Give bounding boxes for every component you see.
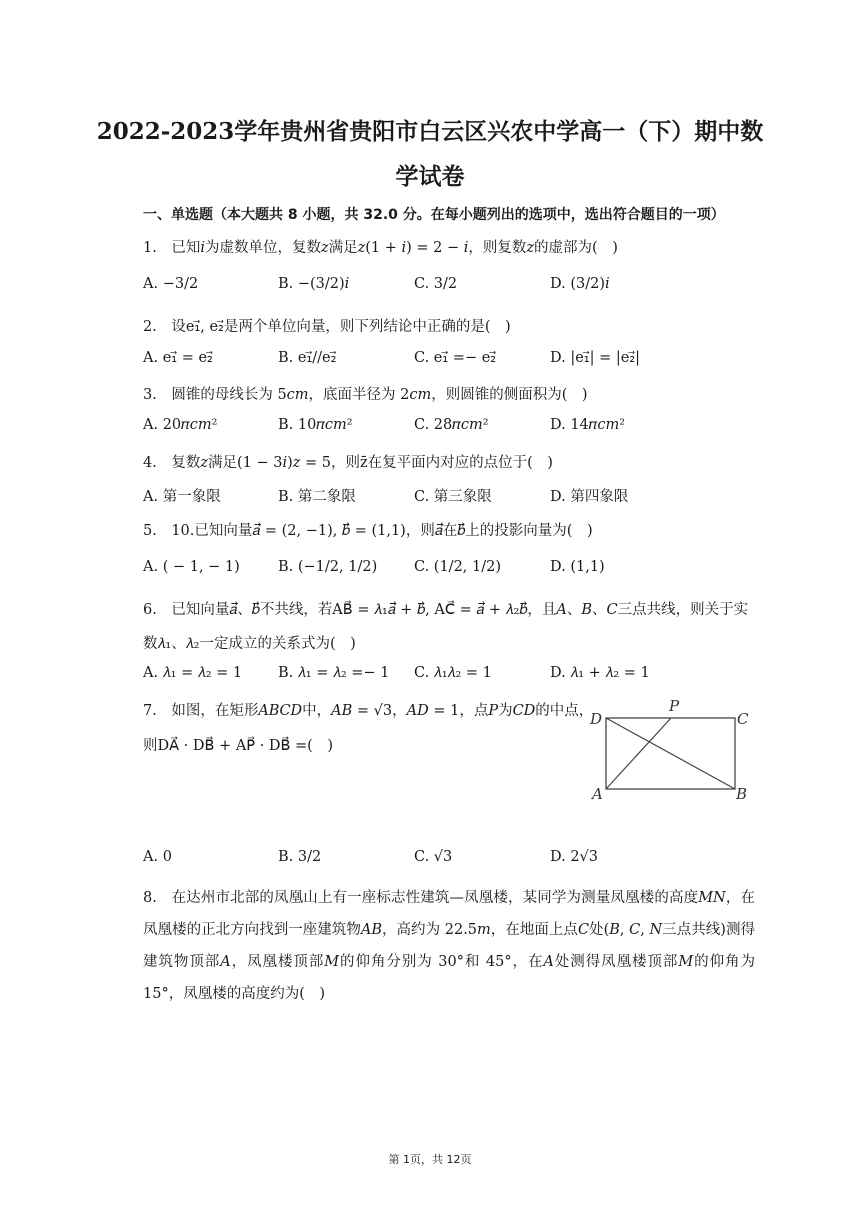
page-title-line-2: 学试卷 xyxy=(395,163,465,190)
q4-option-d: D. 第四象限 xyxy=(550,489,629,505)
label-a: A xyxy=(592,785,603,803)
q5-option-c: C. (1/2, 1/2) xyxy=(414,559,501,575)
q6-option-b: B. 𝜆₁ = 𝜆₂ =− 1 xyxy=(278,665,390,681)
question-3-stem: 3. 圆锥的母线长为 5𝑐𝑚，底面半径为 2𝑐𝑚，则圆锥的侧面积为( ) xyxy=(143,387,588,403)
q3-option-b: B. 10𝜋𝑐𝑚² xyxy=(278,417,353,433)
q3-option-a: A. 20𝜋𝑐𝑚² xyxy=(143,417,218,433)
q2-option-c: C. e₁⃗ =− e₂⃗ xyxy=(414,350,497,366)
label-p: P xyxy=(669,697,680,715)
q7-option-b: B. 3/2 xyxy=(278,849,322,865)
question-6-stem-line-2: 数𝜆₁、𝜆₂一定成立的关系式为( ) xyxy=(143,636,356,652)
question-8-text: 8. 在达州市北部的凤凰山上有一座标志性建筑—凤凰楼，某同学为测量凤凰楼的高度𝑀𝑁，在凤凰楼的正北方向找到一座建筑物𝐴𝐵，高约为 22.5𝑚，在地面上点𝐶处(𝐵, 𝐶, 𝑁三点共线)测得建筑物顶部𝐴，凤凰楼顶部𝑀的仰角分别为 30°和 45°，在𝐴处测得凤凰楼顶部𝑀的仰角为 15°，凤凰楼的高度约为( ) xyxy=(143,890,755,1002)
label-c: C xyxy=(737,710,749,728)
question-6-stem: 6. 已知向量𝑎⃗、𝑏⃗不共线，若AB⃗ = 𝜆₁𝑎⃗ + 𝑏⃗, AC⃗ = 𝑎⃗ + 𝜆₂𝑏⃗，且𝐴、𝐵、𝐶三点共线，则关于实 xyxy=(143,602,749,618)
page-footer: 第 1页，共 12页 xyxy=(388,1153,472,1166)
q5-option-b: B. (−1/2, 1/2) xyxy=(278,559,378,575)
q2-option-a: A. e₁⃗ = e₂⃗ xyxy=(143,350,213,366)
section-heading: 一、单选题（本大题共 8 小题，共 32.0 分。在每小题列出的选项中，选出符合题目的一项） xyxy=(143,207,725,223)
q1-option-a: A. −3/2 xyxy=(143,276,199,292)
q6-option-c: C. 𝜆₁𝜆₂ = 1 xyxy=(414,665,492,681)
question-7-stem-line-2: 则DA⃗ · DB⃗ + AP⃗ · DB⃗ =( ) xyxy=(143,738,334,754)
q1-option-c: C. 3/2 xyxy=(414,276,458,292)
q4-option-a: A. 第一象限 xyxy=(143,489,221,505)
page-title-line-1: 2022-2023学年贵州省贵阳市白云区兴农中学高一（下）期中数 xyxy=(96,118,764,145)
q6-option-d: D. 𝜆₁ + 𝜆₂ = 1 xyxy=(550,665,650,681)
label-d: D xyxy=(590,710,603,728)
q1-option-d: D. (3/2)𝑖 xyxy=(550,276,610,292)
q4-option-c: C. 第三象限 xyxy=(414,489,492,505)
q3-option-d: D. 14𝜋𝑐𝑚² xyxy=(550,417,626,433)
q5-option-a: A. ( − 1, − 1) xyxy=(143,559,240,575)
label-b: B xyxy=(736,785,748,803)
q1-option-b: B. −(3/2)𝑖 xyxy=(278,276,350,292)
question-2-stem: 2. 设e₁⃗, e₂⃗是两个单位向量，则下列结论中正确的是( ) xyxy=(143,319,511,335)
q7-option-d: D. 2√3 xyxy=(550,849,599,865)
question-5-stem: 5. 10.已知向量𝑎⃗ = (2, −1), 𝑏⃗ = (1,1)，则𝑎⃗在𝑏⃗上的投影向量为( ) xyxy=(143,523,593,539)
question-4-stem: 4. 复数𝑧满足(1 − 3𝑖)𝑧 = 5，则z̄在复平面内对应的点位于( ) xyxy=(143,455,553,471)
q2-option-b: B. e₁⃗//e₂⃗ xyxy=(278,350,337,366)
segment-ap xyxy=(606,718,671,789)
q3-option-c: C. 28𝜋𝑐𝑚² xyxy=(414,417,489,433)
q7-option-a: A. 0 xyxy=(143,849,172,865)
q2-option-d: D. |e₁⃗| = |e₂⃗| xyxy=(550,350,641,366)
question-7-stem: 7. 如图，在矩形𝐴𝐵𝐶𝐷中，𝐴𝐵 = √3，𝐴𝐷 = 1，点𝑃为𝐶𝐷的中点， xyxy=(143,703,594,719)
q7-option-c: C. √3 xyxy=(414,849,453,865)
q4-option-b: B. 第二象限 xyxy=(278,489,356,505)
question-1-stem: 1. 已知𝑖为虚数单位，复数𝑧满足𝑧(1 + 𝑖) = 2 − 𝑖，则复数𝑧的虚部为( ) xyxy=(143,240,618,256)
segment-db xyxy=(606,718,735,789)
rectangle-figure xyxy=(585,697,765,809)
q5-option-d: D. (1,1) xyxy=(550,559,605,575)
q6-option-a: A. 𝜆₁ = 𝜆₂ = 1 xyxy=(143,665,243,681)
